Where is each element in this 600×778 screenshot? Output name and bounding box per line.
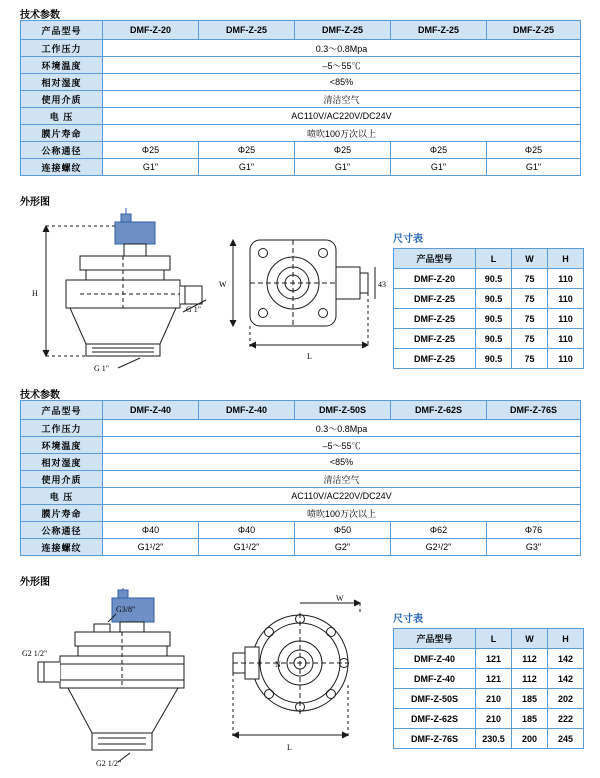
spec-row-label: 连接螺纹 (21, 159, 103, 176)
section-1-outline-title: 外形图 (20, 197, 50, 208)
table-row (21, 505, 581, 522)
dim-cell: 245 (548, 729, 584, 749)
spec-row-label: 连接螺纹 (21, 539, 103, 556)
table-row (21, 401, 581, 420)
table-row (21, 454, 581, 471)
table-row (394, 309, 584, 329)
dim-cell: 142 (548, 649, 584, 669)
dim-header-cell: W (512, 249, 548, 269)
dim-cell: DMF-Z-25 (394, 309, 476, 329)
spec-diameter-cell: Φ40 (199, 522, 295, 539)
dim-header-cell: H (548, 629, 584, 649)
table-row (394, 649, 584, 669)
dim-cell: 75 (512, 309, 548, 329)
valve-side-view-drawing-1 (20, 208, 220, 373)
table-row (394, 289, 584, 309)
table-row (394, 709, 584, 729)
spec-model-cell: DMF-Z-76S (487, 401, 581, 420)
spec-medium-value: 清洁空气 (103, 471, 581, 488)
dim-cell: DMF-Z-62S (394, 709, 476, 729)
spec-row-label: 使用介质 (21, 471, 103, 488)
dim-cell: 90.5 (476, 289, 512, 309)
spec-row-label: 产品型号 (21, 21, 103, 40)
table-row (21, 108, 581, 125)
drawing-label-side-thread: G 1" (186, 305, 202, 314)
dim-cell: 222 (548, 709, 584, 729)
dimension-table-title: 尺寸表 (393, 234, 423, 245)
spec-model-cell: DMF-Z-25 (487, 21, 581, 40)
dim-cell: 121 (476, 669, 512, 689)
spec-row-label: 公称通径 (21, 142, 103, 159)
dim-header-cell: 产品型号 (394, 629, 476, 649)
table-row (21, 21, 581, 40)
table-row (394, 269, 584, 289)
spec-temperature-value: –5～55℃ (103, 437, 581, 454)
dim-cell: DMF-Z-25 (394, 289, 476, 309)
spec-thread-cell: G1¹/2" (103, 539, 199, 556)
dim-header-cell: W (512, 629, 548, 649)
table-row (21, 471, 581, 488)
drawing-label-l: L (307, 352, 312, 361)
table-row (21, 539, 581, 556)
dim-cell: 75 (512, 349, 548, 369)
dim-cell: DMF-Z-20 (394, 269, 476, 289)
spec-life-value: 喷吹100万次以上 (103, 125, 581, 142)
spec-row-label: 环境温度 (21, 57, 103, 74)
spec-model-cell: DMF-Z-25 (199, 21, 295, 40)
spec-row-label: 电 压 (21, 488, 103, 505)
spec-life-value: 喷吹100万次以上 (103, 505, 581, 522)
spec-row-label: 工作压力 (21, 40, 103, 57)
spec-diameter-cell: Φ25 (103, 142, 199, 159)
dim-cell: 202 (548, 689, 584, 709)
dim-cell: DMF-Z-25 (394, 349, 476, 369)
spec-thread-cell: G1" (199, 159, 295, 176)
drawing-label-small-dim: 43 (378, 280, 386, 289)
spec-row-label: 相对湿度 (21, 454, 103, 471)
dim-cell: 110 (548, 289, 584, 309)
dimension-table-1 (393, 248, 584, 369)
table-row (21, 159, 581, 176)
table-row (394, 629, 584, 649)
dim-cell: 185 (512, 709, 548, 729)
spec-row-label: 膜片寿命 (21, 505, 103, 522)
spec-model-cell: DMF-Z-25 (295, 21, 391, 40)
spec-thread-cell: G3" (487, 539, 581, 556)
drawing-label-n-2: N (275, 660, 281, 669)
dim-cell: 90.5 (476, 269, 512, 289)
dim-cell: 110 (548, 309, 584, 329)
table-row (394, 349, 584, 369)
drawing-label-w-2: W (336, 595, 344, 603)
dim-cell: 110 (548, 269, 584, 289)
spec-diameter-cell: Φ40 (103, 522, 199, 539)
dim-cell: 185 (512, 689, 548, 709)
section-2-dimension-block (393, 610, 584, 749)
dim-cell: 142 (548, 669, 584, 689)
spec-model-cell: DMF-Z-62S (391, 401, 487, 420)
section-1-spec-table (20, 20, 581, 176)
spec-humidity-value: <85% (103, 74, 581, 91)
spec-thread-cell: G2" (295, 539, 391, 556)
table-row (21, 522, 581, 539)
spec-thread-cell: G1¹/2" (199, 539, 295, 556)
spec-diameter-cell: Φ25 (391, 142, 487, 159)
dim-cell: 112 (512, 669, 548, 689)
drawing-label-side-thread-2: G2 1/2" (22, 649, 48, 658)
spec-diameter-cell: Φ25 (295, 142, 391, 159)
drawing-label-bottom-thread-2: G2 1/2" (96, 759, 122, 768)
spec-model-cell: DMF-Z-25 (391, 21, 487, 40)
spec-row-label: 电 压 (21, 108, 103, 125)
drawing-label-top-thread-2: G3/8" (116, 605, 136, 614)
table-row (394, 689, 584, 709)
spec-row-label: 相对湿度 (21, 74, 103, 91)
spec-model-cell: DMF-Z-50S (295, 401, 391, 420)
dim-cell: 75 (512, 329, 548, 349)
dim-header-cell: L (476, 629, 512, 649)
spec-diameter-cell: Φ25 (487, 142, 581, 159)
spec-temperature-value: –5～55℃ (103, 57, 581, 74)
valve-side-view-drawing-2 (20, 588, 220, 768)
spec-row-label: 环境温度 (21, 437, 103, 454)
dim-cell: 110 (548, 329, 584, 349)
dim-cell: 230.5 (476, 729, 512, 749)
dim-cell: 121 (476, 649, 512, 669)
table-row (394, 729, 584, 749)
dim-cell: 90.5 (476, 349, 512, 369)
table-row (21, 125, 581, 142)
spec-medium-value: 清洁空气 (103, 91, 581, 108)
dim-cell: 112 (512, 649, 548, 669)
spec-row-label: 产品型号 (21, 401, 103, 420)
table-row (21, 91, 581, 108)
drawing-label-h: H (32, 289, 38, 298)
spec-thread-cell: G2¹/2" (391, 539, 487, 556)
dimension-table-title: 尺寸表 (393, 614, 423, 625)
section-1-spec-title: 技术参数 (20, 10, 60, 21)
spec-diameter-cell: Φ50 (295, 522, 391, 539)
valve-top-view-drawing-2 (215, 595, 390, 765)
table-row (394, 249, 584, 269)
dim-cell: 75 (512, 269, 548, 289)
dim-header-cell: H (548, 249, 584, 269)
spec-thread-cell: G1" (103, 159, 199, 176)
dim-cell: 90.5 (476, 329, 512, 349)
spec-row-label: 公称通径 (21, 522, 103, 539)
spec-model-cell: DMF-Z-40 (103, 401, 199, 420)
dim-cell: 210 (476, 689, 512, 709)
dim-cell: 75 (512, 289, 548, 309)
spec-humidity-value: <85% (103, 454, 581, 471)
table-row (21, 57, 581, 74)
spec-pressure-value: 0.3～0.8Mpa (103, 420, 581, 437)
spec-diameter-cell: Φ62 (391, 522, 487, 539)
section-2-spec-title: 技术参数 (20, 390, 60, 401)
spec-diameter-cell: Φ76 (487, 522, 581, 539)
dim-cell: DMF-Z-25 (394, 329, 476, 349)
spec-diameter-cell: Φ25 (199, 142, 295, 159)
spec-voltage-value: AC110V/AC220V/DC24V (103, 488, 581, 505)
section-2-spec-table (20, 400, 581, 556)
spec-thread-cell: G1" (295, 159, 391, 176)
dimension-table-2 (393, 628, 584, 749)
section-1-dimension-block (393, 230, 584, 369)
spec-voltage-value: AC110V/AC220V/DC24V (103, 108, 581, 125)
section-2-outline-title: 外形图 (20, 577, 50, 588)
spec-row-label: 使用介质 (21, 91, 103, 108)
dim-cell: 210 (476, 709, 512, 729)
dim-cell: DMF-Z-50S (394, 689, 476, 709)
dim-cell: DMF-Z-40 (394, 669, 476, 689)
dim-header-cell: 产品型号 (394, 249, 476, 269)
table-row (394, 329, 584, 349)
spec-pressure-value: 0.3～0.8Mpa (103, 40, 581, 57)
valve-top-view-drawing-1 (215, 215, 390, 370)
dim-cell: DMF-Z-40 (394, 649, 476, 669)
dim-cell: 200 (512, 729, 548, 749)
dim-cell: 110 (548, 349, 584, 369)
dim-header-cell: L (476, 249, 512, 269)
table-row (21, 74, 581, 91)
spec-model-cell: DMF-Z-40 (199, 401, 295, 420)
drawing-label-w: W (219, 280, 227, 289)
dim-cell: DMF-Z-76S (394, 729, 476, 749)
spec-row-label: 膜片寿命 (21, 125, 103, 142)
table-row (21, 420, 581, 437)
table-row (21, 40, 581, 57)
spec-thread-cell: G1" (487, 159, 581, 176)
table-row (394, 669, 584, 689)
spec-thread-cell: G1" (391, 159, 487, 176)
dim-cell: 90.5 (476, 309, 512, 329)
drawing-label-bottom-thread: G 1" (94, 364, 110, 373)
drawing-label-l-2: L (287, 743, 292, 752)
table-row (21, 437, 581, 454)
table-row (21, 488, 581, 505)
table-row (21, 142, 581, 159)
spec-row-label: 工作压力 (21, 420, 103, 437)
spec-model-cell: DMF-Z-20 (103, 21, 199, 40)
